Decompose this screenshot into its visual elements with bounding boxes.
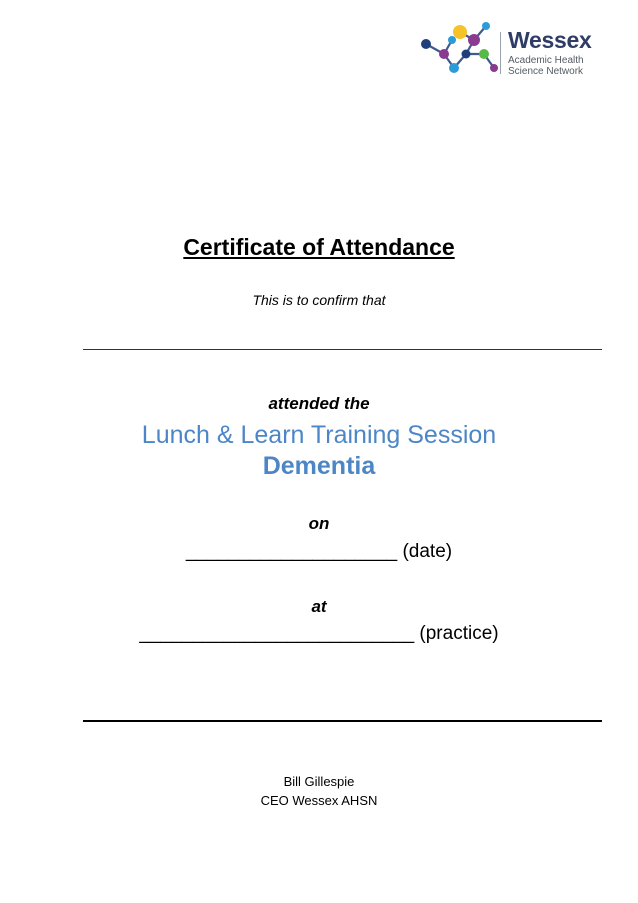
logo-divider bbox=[500, 32, 501, 74]
network-molecule-icon bbox=[416, 14, 500, 76]
certificate-title: Certificate of Attendance bbox=[183, 234, 455, 260]
attended-text: attended the bbox=[268, 394, 370, 413]
signer-name: Bill Gillespie bbox=[283, 774, 355, 789]
practice-blank-line: __________________________ (practice) bbox=[139, 623, 499, 644]
confirm-text: This is to confirm that bbox=[252, 292, 386, 308]
session-title: Lunch & Learn Training Session bbox=[141, 421, 497, 449]
date-blank-line: ____________________ (date) bbox=[185, 541, 453, 562]
attendee-name-line bbox=[83, 349, 602, 350]
logo-subtitle-line2: Science Network bbox=[508, 66, 584, 77]
signature-line bbox=[83, 720, 602, 722]
logo-name: Wessex bbox=[508, 27, 592, 53]
signer-title: CEO Wessex AHSN bbox=[260, 793, 378, 808]
logo-subtitle-line1: Academic Health bbox=[508, 55, 584, 66]
at-text: at bbox=[311, 597, 327, 616]
on-text: on bbox=[308, 514, 330, 533]
session-topic: Dementia bbox=[262, 452, 376, 480]
wessex-ahsn-logo bbox=[416, 14, 616, 76]
